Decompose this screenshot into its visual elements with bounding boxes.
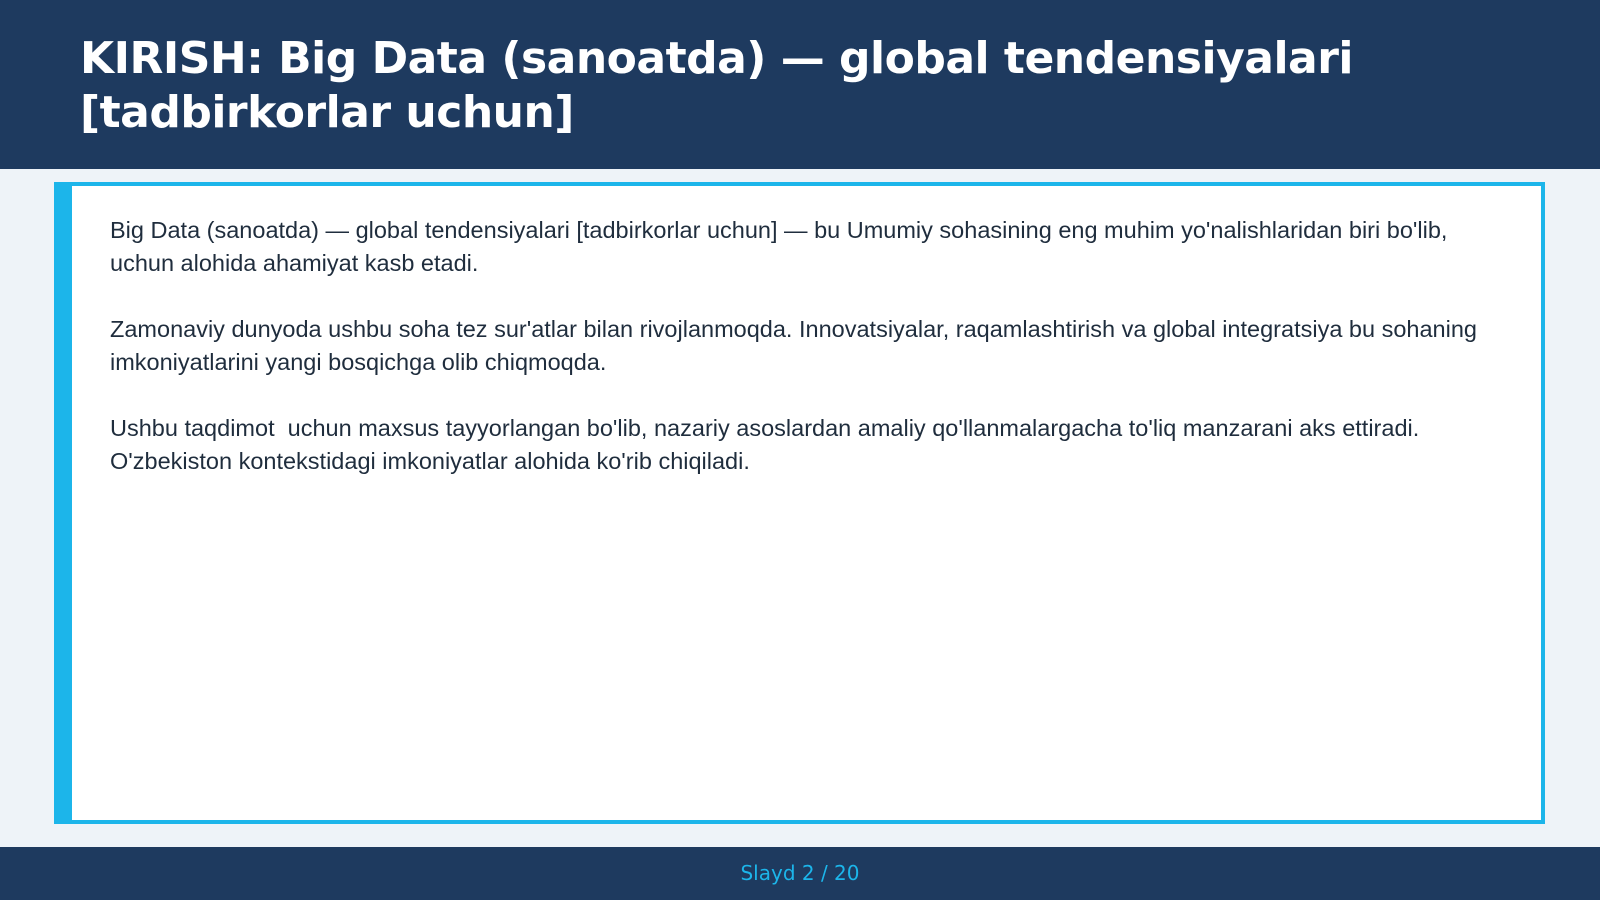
- slide-title: KIRISH: Big Data (sanoatda) — global tendensiyalari [tadbirkorlar uchun]: [80, 33, 1353, 138]
- paragraph-modern-world: Zamonaviy dunyoda ushbu soha tez sur'atlar bilan rivojlanmoqda. Innovatsiyalar, raqamlashtirish va global integratsiya bu sohaning imkoniyatlarini yangi bosqichga olib chiqmoqda.: [110, 316, 1484, 375]
- paragraph-presentation-purpose: Ushbu taqdimot uchun maxsus tayyorlangan bo'lib, nazariy asoslardan amaliy qo'llanmalargacha to'liq manzarani aks ettiradi. O'zbekiston kontekstidagi imkoniyatlar alohida ko'rib chiqiladi.: [110, 415, 1426, 474]
- paragraph-intro: Big Data (sanoatda) — global tendensiyalari [tadbirkorlar uchun] — bu Umumiy sohasining eng muhim yo'nalishlaridan biri bo'lib, uchun alohida ahamiyat kasb etadi.: [110, 217, 1461, 276]
- content-body: [110, 214, 1501, 511]
- slide-number: Slayd 2 / 20: [740, 861, 860, 885]
- slide-header: [0, 0, 1600, 169]
- content-card: [54, 182, 1545, 824]
- slide-footer: [0, 847, 1600, 900]
